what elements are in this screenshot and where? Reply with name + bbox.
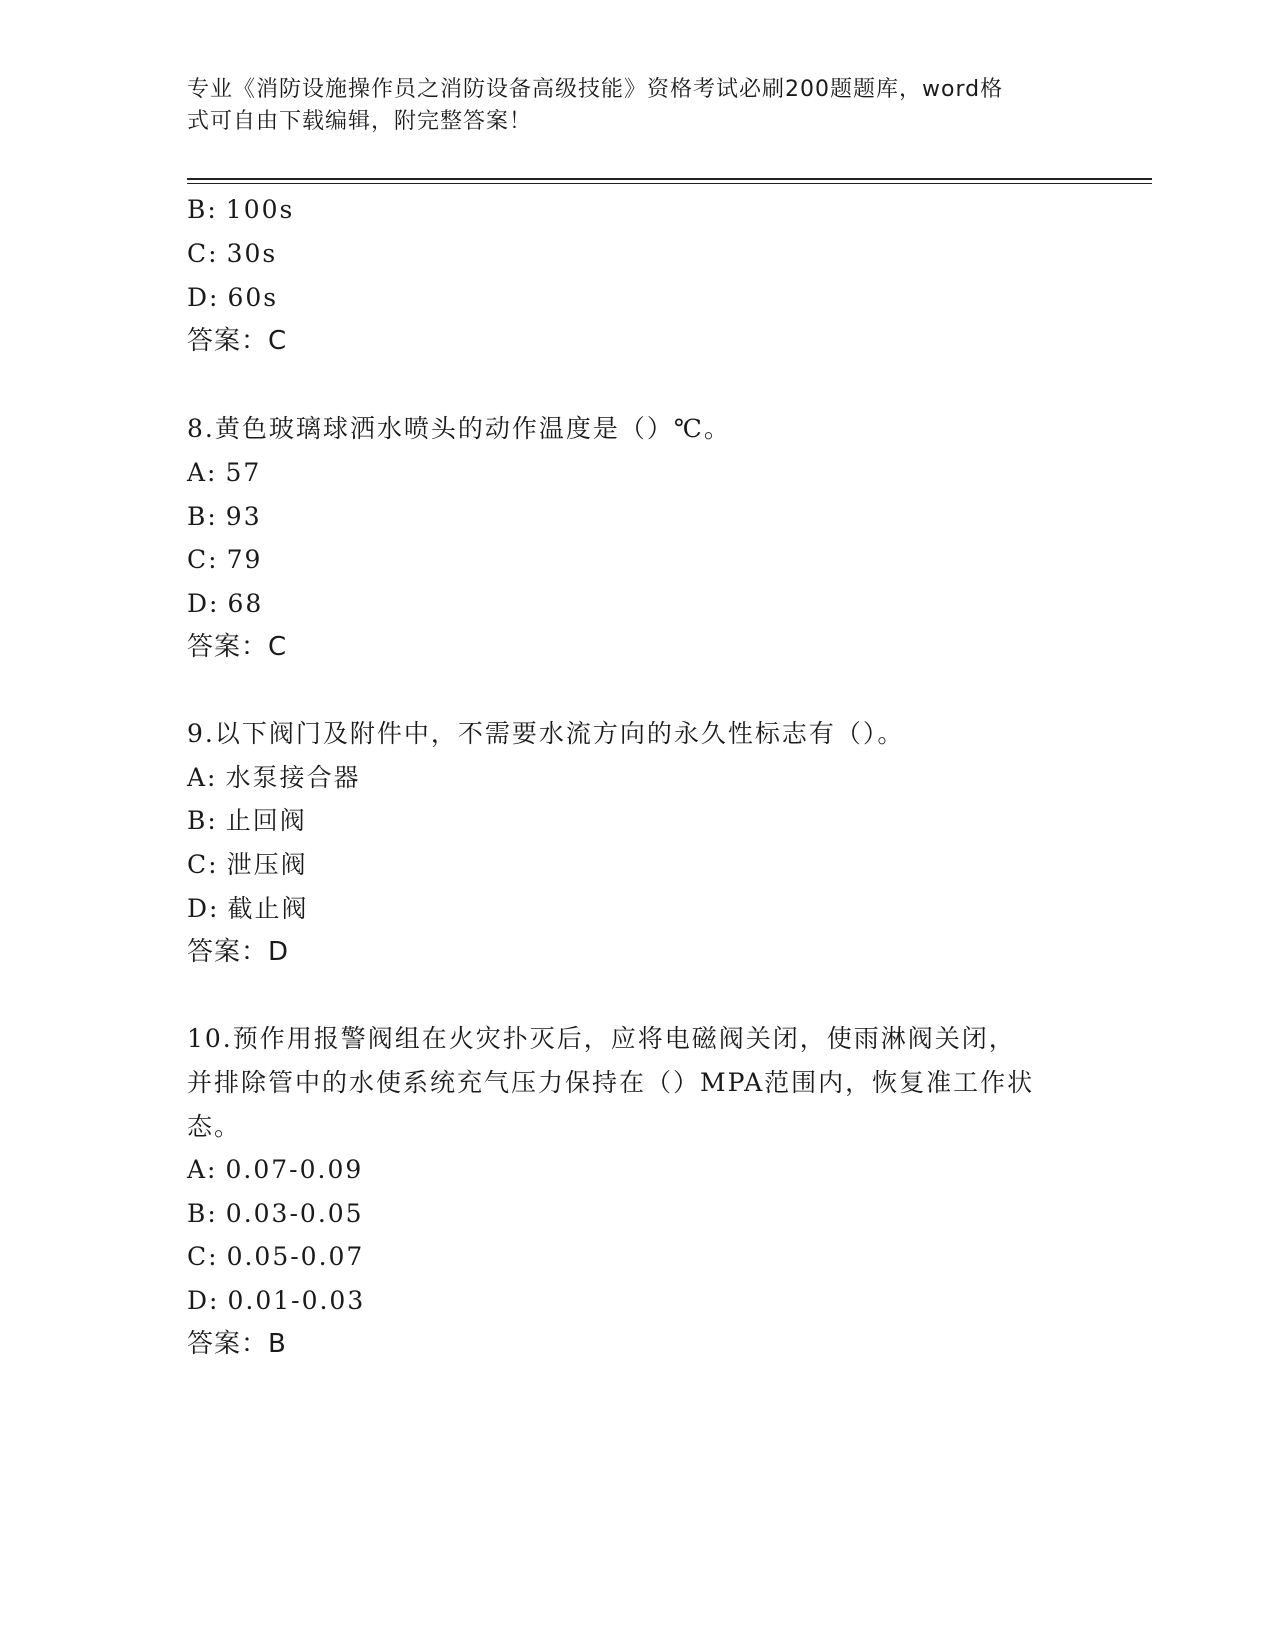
- q7-answer: 答案：C: [187, 326, 288, 356]
- q8-option-d: D: 68: [187, 589, 264, 618]
- q8-option-b: B: 93: [187, 502, 262, 531]
- header-divider-thick: [187, 178, 1152, 180]
- q10-option-d: D: 0.01-0.03: [187, 1286, 366, 1315]
- q7-option-c: C: 30s: [187, 239, 278, 268]
- q8-answer: 答案：C: [187, 632, 288, 662]
- q9-option-c: C: 泄压阀: [187, 850, 308, 879]
- q9-option-d: D: 截止阀: [187, 894, 309, 923]
- q8-option-a: A: 57: [187, 458, 262, 487]
- q10-answer: 答案：B: [187, 1329, 287, 1359]
- q9-stem: 9.以下阀门及附件中，不需要水流方向的永久性标志有（）。: [187, 719, 905, 748]
- q8-option-c: C: 79: [187, 545, 263, 574]
- q10-option-b: B: 0.03-0.05: [187, 1199, 364, 1228]
- header-line-1: 专业《消防设施操作员之消防设备高级技能》资格考试必刷200题题库，word格: [187, 77, 1004, 102]
- q10-stem-line-3: 态。: [187, 1112, 242, 1141]
- q7-option-d: D: 60s: [187, 283, 279, 312]
- q10-stem-line-2: 并排除管中的水使系统充气压力保持在（）MPA范围内，恢复准工作状: [187, 1068, 1035, 1097]
- q9-option-b: B: 止回阀: [187, 806, 307, 835]
- header-divider-thin: [187, 183, 1152, 184]
- header-line-2: 式可自由下载编辑，附完整答案！: [187, 109, 533, 134]
- q10-stem-line-1: 10.预作用报警阀组在火灾扑灭后，应将电磁阀关闭，使雨淋阀关闭，: [187, 1024, 1016, 1053]
- q9-answer: 答案：D: [187, 937, 290, 967]
- q10-option-a: A: 0.07-0.09: [187, 1155, 364, 1184]
- q8-stem: 8.黄色玻璃球洒水喷头的动作温度是（）℃。: [187, 414, 731, 443]
- q7-option-b: B: 100s: [187, 195, 295, 224]
- q10-option-c: C: 0.05-0.07: [187, 1242, 365, 1271]
- q9-option-a: A: 水泵接合器: [187, 763, 361, 792]
- document-header: [187, 74, 1067, 138]
